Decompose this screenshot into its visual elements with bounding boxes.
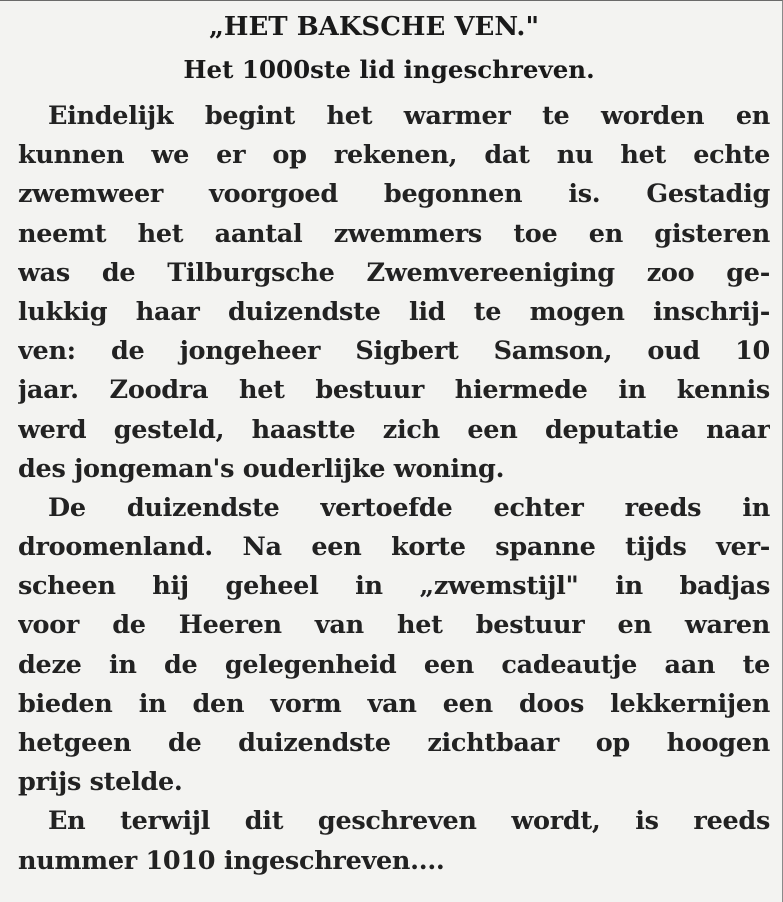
paragraph-3: [18, 802, 770, 880]
newspaper-article: [18, 9, 770, 881]
text-line: jaar. Zoodra het bestuur hiermede in kennis: [18, 375, 770, 406]
text-line: kunnen we er op rekenen, dat nu het echte: [18, 140, 770, 171]
article-body: [18, 97, 770, 881]
text-line: De duizendste vertoefde echter reeds in: [48, 492, 770, 523]
text-line: Eindelijk begint het warmer te worden en: [48, 101, 770, 131]
text-line: voor de Heeren van het bestuur en waren: [18, 610, 770, 641]
text-line: hetgeen de duizendste zichtbaar op hoogen: [18, 728, 770, 758]
text-line: ven: de jongeheer Sigbert Samson, oud 10: [18, 336, 770, 367]
text-line: lukkig haar duizendste lid te mogen inschrij-: [18, 296, 770, 327]
text-line: zwemweer voorgoed begonnen is. Gestadig: [18, 179, 770, 210]
paragraph-1: [18, 97, 770, 489]
text-line: werd gesteld, haastte zich een deputatie naar: [18, 414, 770, 445]
article-title: „HET BAKSCHE VEN.": [208, 12, 540, 42]
text-line: was de Tilburgsche Zwemvereeniging zoo ge-: [18, 257, 770, 288]
text-line: prijs stelde.: [18, 767, 183, 798]
text-line: deze in de gelegenheid een cadeautje aan te: [18, 649, 770, 680]
text-line: des jongeman's ouderlijke woning.: [18, 453, 505, 484]
text-line: scheen hij geheel in „zwemstijl" in badjas: [18, 571, 770, 602]
text-line: droomenland. Na een korte spanne tijds ver-: [18, 532, 770, 563]
text-line: neemt het aantal zwemmers toe en gisteren: [18, 218, 770, 249]
text-line: En terwijl dit geschreven wordt, is reeds: [48, 806, 770, 837]
text-line: bieden in den vorm van een doos lekkernijen: [18, 688, 770, 719]
paragraph-2: [18, 489, 770, 803]
text-line: nummer 1010 ingeschreven....: [18, 845, 445, 876]
article-subtitle: Het 1000ste lid ingeschreven.: [183, 55, 595, 84]
